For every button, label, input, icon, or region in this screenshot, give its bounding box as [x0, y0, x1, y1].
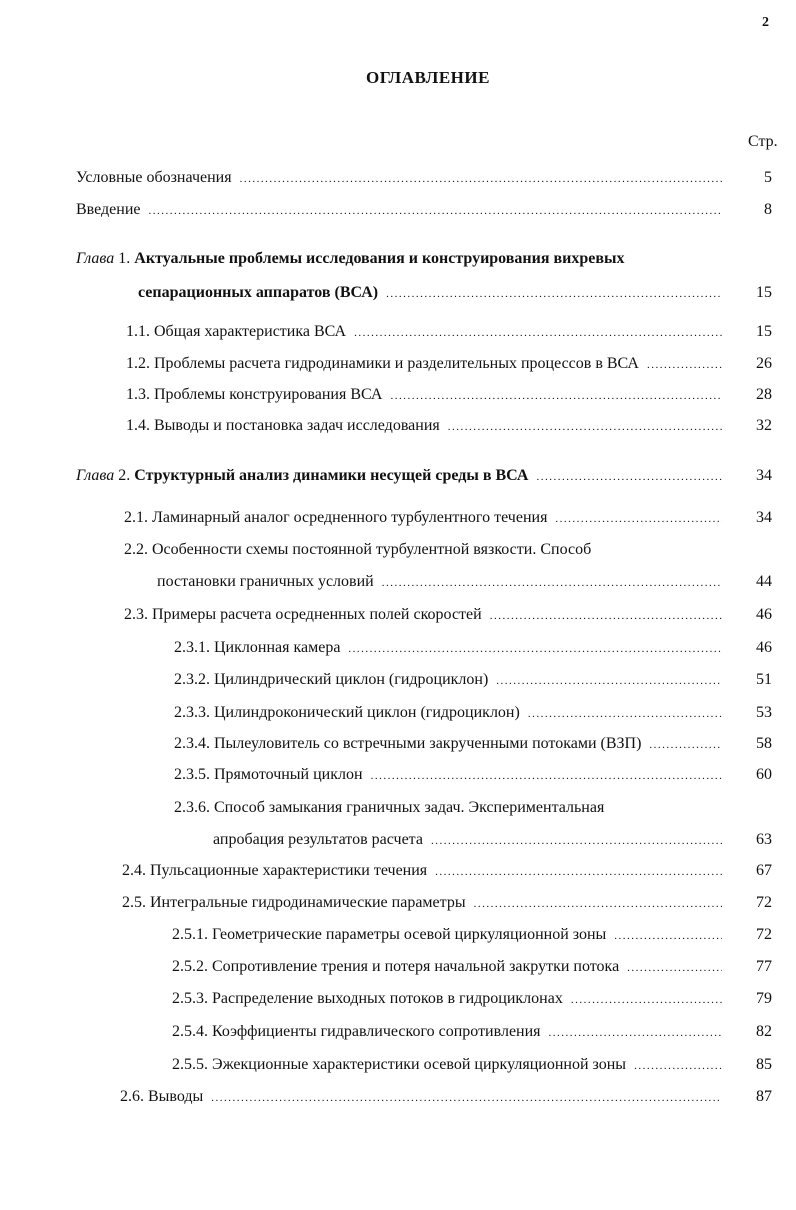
toc-entry [0, 383, 796, 407]
leader-dots [555, 507, 722, 531]
toc-entry-title: 2.3.5. Прямоточный циклон [174, 766, 363, 783]
toc-entry-title: 2.3.6. Способ замыкания граничных задач. Экспериментальная [174, 799, 605, 816]
leader-dots [354, 321, 722, 345]
toc-entry-title: 2.5. Интегральные гидродинамические параметры [122, 894, 466, 911]
toc-entry-page: 87 [756, 1088, 772, 1105]
toc-chapter-heading [0, 464, 796, 488]
page-title: ОГЛАВЛЕНИЕ [366, 68, 490, 87]
toc-entry-title: 2.4. Пульсационные характеристики течения [122, 862, 428, 879]
toc-entry-page: 46 [756, 639, 772, 656]
toc-entry-page: 67 [756, 862, 772, 879]
toc-entry [0, 506, 796, 530]
toc-entry-page: 34 [756, 467, 772, 484]
toc-entry-page: 82 [756, 1023, 772, 1040]
toc-entry-page: 53 [756, 704, 772, 721]
toc-entry [0, 1085, 796, 1109]
toc-entry [0, 859, 796, 883]
toc-entry-title: 1.2. Проблемы расчета гидродинамики и разделительных процессов в ВСА [126, 355, 639, 372]
toc-entry-title: Введение [76, 201, 141, 218]
toc-entry [0, 603, 796, 627]
leader-dots [382, 571, 722, 595]
leader-dots [536, 465, 722, 489]
toc-entry [0, 987, 796, 1011]
toc-entry-title: 2.5.5. Эжекционные характеристики осевой циркуляционной зоны [172, 1056, 627, 1073]
toc-entry-page: 51 [756, 671, 772, 688]
toc-entry-page: 79 [756, 990, 772, 1007]
toc-entry [0, 198, 796, 222]
toc-entry [0, 320, 796, 344]
chapter-title: Актуальные проблемы исследования и конструирования вихревых [134, 250, 625, 267]
toc-entry-title: 1.1. Общая характеристика ВСА [126, 323, 347, 340]
chapter-title: Структурный анализ динамики несущей среды в ВСА [134, 467, 529, 484]
leader-dots [149, 199, 723, 223]
toc-entry-page: 85 [756, 1056, 772, 1073]
toc-entry [0, 955, 796, 979]
toc-entry-title: 2.3.1. Циклонная камера [174, 639, 341, 656]
toc-entry-title: 2.3.4. Пылеуловитель со встречными закрученными потоками (ВЗП) [174, 735, 642, 752]
toc-entry-page: 32 [756, 417, 772, 434]
toc-entry-page: 28 [756, 386, 772, 403]
toc-entry [0, 570, 796, 594]
page-number: 2 [762, 15, 769, 30]
toc-entry [0, 732, 796, 756]
chapter-number: 2. [118, 467, 131, 484]
leader-dots [649, 733, 722, 757]
leader-dots [240, 167, 722, 191]
leader-dots [571, 988, 722, 1012]
toc-entry-title: 2.5.4. Коэффициенты гидравлического сопротивления [172, 1023, 541, 1040]
toc-entry [0, 923, 796, 947]
leader-dots [496, 669, 722, 693]
toc-entry [0, 1053, 796, 1077]
toc-entry [0, 828, 796, 852]
toc-entry-page: 77 [756, 958, 772, 975]
toc-entry-page: 60 [756, 766, 772, 783]
toc-entry-title: 2.5.1. Геометрические параметры осевой циркуляционной зоны [172, 926, 607, 943]
toc-entry-page: 58 [756, 735, 772, 752]
leader-dots [211, 1086, 722, 1110]
toc-entry-title: 2.2. Особенности схемы постоянной турбулентной вязкости. Способ [124, 541, 592, 558]
leader-dots [614, 924, 722, 948]
toc-entry-page: 46 [756, 606, 772, 623]
page-column-label: Стр. [748, 133, 778, 150]
toc-entry-title: сепарационных аппаратов (ВСА) [138, 284, 379, 301]
toc-chapter-heading [0, 247, 796, 271]
toc-entry-title: постановки граничных условий [157, 573, 374, 590]
toc-entry-page: 15 [756, 323, 772, 340]
toc-entry-page: 44 [756, 573, 772, 590]
leader-dots [528, 702, 722, 726]
leader-dots [634, 1054, 722, 1078]
toc-entry [0, 281, 796, 305]
toc-entry-title: Условные обозначения [76, 169, 232, 186]
toc-entry [0, 414, 796, 438]
toc-entry-title: 2.5.3. Распределение выходных потоков в гидроциклонах [172, 990, 563, 1007]
toc-entry-title: апробация результатов расчета [213, 831, 423, 848]
leader-dots [371, 764, 722, 788]
toc-entry-title: 2.3.2. Цилиндрический циклон (гидроциклон) [174, 671, 489, 688]
leader-dots [386, 282, 722, 306]
leader-dots [647, 353, 722, 377]
toc-entry-page: 72 [756, 894, 772, 911]
chapter-label: Глава [76, 250, 115, 267]
toc-entry-page: 26 [756, 355, 772, 372]
toc-entry [0, 538, 796, 562]
toc-entry-title: 2.5.2. Сопротивление трения и потеря начальной закрутки потока [172, 958, 620, 975]
toc-entry-title: 1.4. Выводы и постановка задач исследования [126, 417, 440, 434]
toc-entry [0, 796, 796, 820]
leader-dots [627, 956, 722, 980]
toc-entry [0, 636, 796, 660]
toc-entry-title: 1.3. Проблемы конструирования ВСА [126, 386, 383, 403]
toc-entry [0, 701, 796, 725]
toc-entry [0, 166, 796, 190]
chapter-label: Глава [76, 467, 115, 484]
toc-entry-page: 5 [764, 169, 772, 186]
toc-entry-title: 2.3.3. Цилиндроконический циклон (гидроциклон) [174, 704, 520, 721]
leader-dots [474, 892, 722, 916]
toc-entry-page: 15 [756, 284, 772, 301]
leader-dots [435, 860, 722, 884]
leader-dots [549, 1021, 722, 1045]
leader-dots [490, 604, 722, 628]
toc-entry [0, 352, 796, 376]
toc-entry-page: 34 [756, 509, 772, 526]
chapter-number: 1. [118, 250, 131, 267]
toc-entry [0, 891, 796, 915]
toc-entry-page: 72 [756, 926, 772, 943]
toc-entry [0, 1020, 796, 1044]
toc-entry [0, 763, 796, 787]
toc-entry-title: 2.3. Примеры расчета осредненных полей скоростей [124, 606, 482, 623]
toc-entry-page: 8 [764, 201, 772, 218]
leader-dots [448, 415, 722, 439]
toc-entry-title: 2.1. Ламинарный аналог осредненного турбулентного течения [124, 509, 548, 526]
toc-entry-page: 63 [756, 831, 772, 848]
toc-entry [0, 668, 796, 692]
leader-dots [431, 829, 722, 853]
leader-dots [348, 637, 722, 661]
toc-entry-title: 2.6. Выводы [120, 1088, 204, 1105]
leader-dots [390, 384, 722, 408]
